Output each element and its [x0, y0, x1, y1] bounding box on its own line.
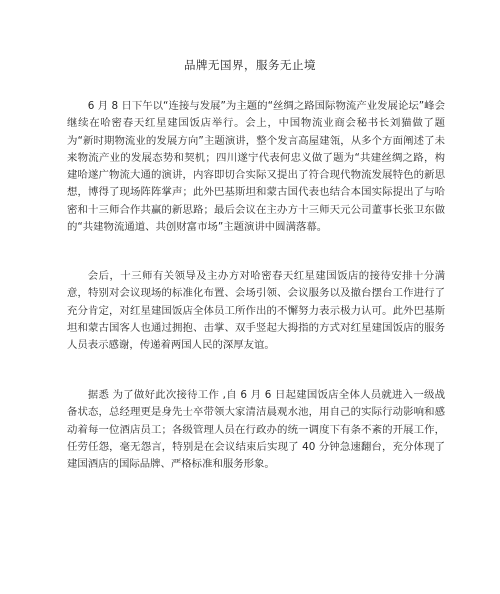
paragraph-post-meeting: 会后，十三师有关领导及主办方对哈密春天红星建国饭店的接待安排十分满意，特别对会议现场的标准化布置、会场引领、会议服务以及撤台摆台工作进行了充分肯定，对红星建国饭店全体员工所作出的不懈努力表示极力认可。此外巴基斯坦和蒙古国客人也通过拥抱、击掌、双手竖起大拇指的方式对红星建国饭店的服务人员表示感谢，传递着两国人民的深厚友谊。	[67, 270, 445, 352]
paragraph-forum-summary: 6 月 8 日下午以“连接与发展”为主题的“丝绸之路国际物流产业发展论坛”峰会继续在哈密春天红星建国饭店举行。会上，中国物流业商会秘书长刘猫做了题为“新时期物流业的发展方向”主题演讲，整个发言高屋建瓴，从多个方面阐述了未来物流产业的发展态势和契机；四川遂宁代表何忠义做了题为“共建丝绸之路，构建哈遂广物流大通的演讲，内容即切合实际又提出了符合现代物流发展特色的新思想，博得了现场阵阵掌声；此外巴基斯坦和蒙古国代表也结合本国实际提出了与哈密和十三师合作共赢的新思路；最后会议在主办方十三师天元公司董事长张卫东做的“共建物流通道、共创财富市场”主题演讲中圆满落幕。	[67, 100, 445, 234]
paragraph-preparation: 据悉 为了做好此次接待工作 ,自 6 月 6 日起建国饭店全体人员就进入一级战备状态，总经理更是身先士卒带领大家清洁晨观水池，用自己的实际行动影响和感动着每一位酒店员工；各级管理人员在行政办的统一调度下有条不紊的开展工作，任劳任怨，毫无怨言，特别是在会议结束后实现了 40 分钟急速翻台，充分体现了建国酒店的国际品牌、严格标准和服务形象。	[67, 389, 445, 471]
document-title: 品牌无国界，服务无止境	[184, 58, 316, 72]
